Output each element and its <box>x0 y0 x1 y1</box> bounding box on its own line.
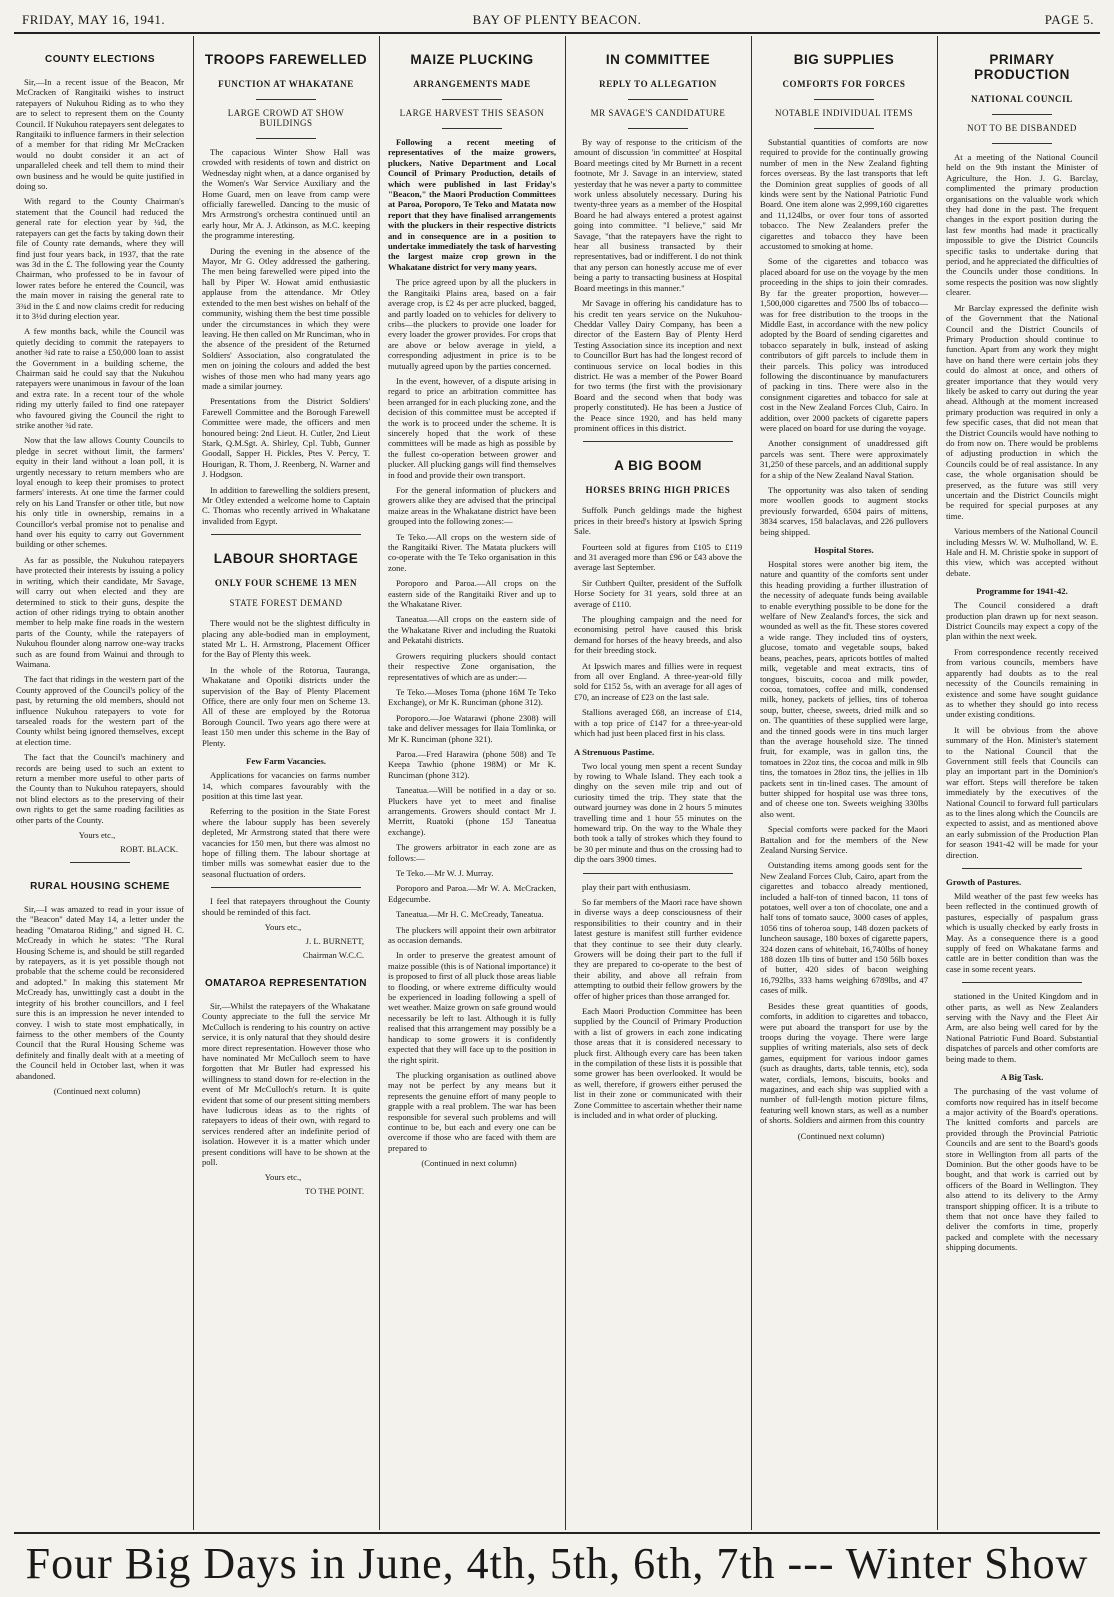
deck: MR SAVAGE'S CANDIDATURE <box>590 108 726 118</box>
letter-signature: ROBT. BLACK. <box>120 844 178 855</box>
paragraph: Outstanding items among goods sent for the New Zealand Forces Club, Cairo, apart from the cigarettes and tobacco already mentioned, included a half-ton of tinned bacon, 11 tons of potatoes, well over a ton of chocolate, one and a half tons of tomato sauce, 3000 cases of apples, 1056 tins of toheroa soup, 148 dozen packets of luncheon sausage, 180 boxes of cigarette papers, 324 dozen cans of whitebait, 16,740lbs of honey 188 dozen 1lb tins of butter and 150 56lb boxes of butter, 420 sides of bacon weighing 16,792lbs, 333 hams weighing 6789lbs, and 47 cases of milk. <box>760 860 928 996</box>
masthead <box>14 6 1100 30</box>
headline-troops-farewelled: TROOPS FAREWELLED <box>204 52 368 67</box>
paragraph: Growers requiring pluckers should contact their respective Zone organisation, the representatives of which are as under:— <box>388 650 556 682</box>
divider <box>256 138 316 139</box>
lead-paragraph: Following a recent meeting of representatives of the maize growers, pluckers, Native Department and Local Council of Primary Production, details of which were published in last Friday's "Beacon," the Maori Production Committees at Paroa, Poroporo, Te Teko and Matata now report that they have finalised arrangements with the pluckers in their respective districts and in consequence are in a position to undertake immediately the task of harvesting the largest maize crop grown in the Whakatane district for very many years. <box>388 137 556 272</box>
issue-date: FRIDAY, MAY 16, 1941. <box>22 12 166 27</box>
paragraph: Mild weather of the past few weeks has been reflected in the continued growth of pastures, especially of paspalum grass which is usually checked by early frosts in May. As a consequence there is a good supply of feed on Whakatane farms and cattle are in better condition than was the case in some recent years. <box>946 891 1098 974</box>
side-heading: Hospital Stores. <box>814 545 874 556</box>
paragraph: Fourteen sold at figures from £105 to £119 and 31 averaged more than £96 or £43 above the average last September. <box>574 541 742 573</box>
paragraph: In order to preserve the greatest amount of maize possible (this is of National importance) it is proposed to first of all pluck those areas liable to flooding, or where extreme difficulty would be experienced in loading following a spell of wet weather. Maize grown on safe ground would necessarily be left to last. Although it is fully realised that this arrangement may possibly be a handicap to some growers it is confidently expected that they will face up to the position in the right spirit. <box>388 950 556 1065</box>
column-rule <box>379 36 380 1530</box>
paragraph: It will be obvious from the above summary of the Hon. Minister's statement to the National Council that the Government still feels that Councils can play an important part in the Dominion's war effort. Steps will therefore be taken immediately by the executives of the National Council to forward full particulars as to the lines along which the Councils are expected to assist, and as mentioned above an early submission of the Production Plan for season 1941-42 will be made for your direction. <box>946 724 1098 860</box>
divider <box>442 99 502 100</box>
paragraph: Taneatua.—Will be notified in a day or so. Pluckers have yet to meet and finalise arrangements. Growers should contact Mr J. Merritt, Ruatoki (phone 15J Taneatua exchange). <box>388 785 556 837</box>
continued-note: (Continued next column) <box>797 1130 885 1141</box>
paragraph: A few months back, while the Council was quietly deciding to commit the ratepayers to another ¾d rate to raise a £50,000 loan to assist the Government in a building scheme, the Chairman said he could say that the Nukuhou ratepayers were unanimous in favour of the loan and extra rate. In a recent tour of the whole riding my utterly failed to find one ratepayer who favoured giving the Council the right to strike another ¾d rate. <box>16 326 184 430</box>
column-6 <box>946 36 1098 1530</box>
paragraph: In the event, however, of a dispute arising in regard to price an arbitration committee has been arranged for in each plucking zone, and the decision of this committee must be accepted if the work is to proceed under the scheme. It is sincerely hoped that the work of these committees will be made as high as possible by the fullest co-operation between grower and plucker. All plucking gangs will find themselves in food and provide their own transport. <box>388 375 556 480</box>
paragraph: At a meeting of the National Council held on the 9th instant the Minister of Agriculture, the Hon. J. G. Barclay, complimented the primary production organisations on the valuable work which they had done in the past. The frequent changes in the export position during the last few months had made it practically impossible to give the District Councils specific tasks to undertake during that period, and he appreciated the difficulties of the Councils under those conditions. In some respects the position was now slightly clearer. <box>946 152 1098 298</box>
paragraph: The ploughing campaign and the need for economising petrol have caused this brisk demand for horses of the heavy breeds, and also for their breeding stock. <box>574 614 742 656</box>
divider <box>256 99 316 100</box>
headline-county-elections: COUNTY ELECTIONS <box>44 54 156 65</box>
paragraph: stationed in the United Kingdom and in other parts, as well as New Zealanders serving with the Navy and the Fleet Air Arm, are also being well cared for by the National Patriotic Fund Board. Substantial dispatches of parcels and other comforts are being made to them. <box>946 991 1098 1064</box>
paragraph: The capacious Winter Show Hall was crowded with residents of town and district on Wednesday night when, at a dance organised by the Women's War Service Auxiliary and the Home Guard, men on leave from camp were officially farewelled. Dancing to the music of Mrs Armstrong's orchestra continued until an early hour, Mr A. J. Atkinson, as M.C. keeping the programme interesting. <box>202 147 370 241</box>
paragraph: Poroporo and Paroa.—All crops on the eastern side of the Rangitaiki River and up to the Whakatane River. <box>388 578 556 610</box>
headline-big-supplies: BIG SUPPLIES <box>793 52 895 67</box>
paragraph: Poroporo and Paroa.—Mr W. A. McCracken, Edgecumbe. <box>388 883 556 904</box>
paragraph: Another consignment of unaddressed gift parcels was sent. There were approximately 31,250 of these parcels, and an additional supply for a ship of the New Zealand Naval Station. <box>760 438 928 480</box>
paragraph: By way of response to the criticism of the amount of discussion 'in committee' at Hospital Board meetings cited by Mr Burnett in a recent footnote, Mr J. Savage in an interview, stated yesterday that he was never a party to committee work unless absolutely necessary. During his twenty-three years as a member of the Hospital Board he had always entered a protest against going into committee. "I believe," said Mr Savage, "that the ratepayers have the right to hear all business transacted by their representatives, bad or indifferent. I do not think that any person can honestly accuse me of ever being a party to transacting business at Hospital Board meetings in this manner." <box>574 137 742 293</box>
divider <box>992 143 1052 144</box>
divider <box>583 873 733 874</box>
paragraph: Mr Barclay expressed the definite wish of the Government that the National Council and the District Councils of Primary Production should continue to function. Apart from any work they might have on hand there were certain jobs they could do almost at once, and others of greater importance that they would very likely be asked to carry out during the year ahead. Although at the moment increased primary production was required in only a few specific cases, that did not mean that the District Councils would have nothing to do from now on. There would be problems of adjusting production in which the Councils could be of real assistance. In any case, the whole organisation should be preserved, as the future was still very uncertain and the District Councils might be required for special purposes at any time. <box>946 302 1098 521</box>
divider <box>70 862 130 863</box>
paragraph: Sir,—Whilst the ratepayers of the Whakatane County appreciate to the full the service Mr McCulloch is rendering to his country on active service, it is only natural that they should desire more direct representation. However those who have nominated Mr McCulloch seem to have forgotten that Mr Butler had expressed his willingness to stand down for re-election in the event of Mr McCulloch's return. It is quite evident that some of our present sitting members have ludicrous ideas as to the rights of ratepayers to ideas of their own, with regard to services rendered after an indefinite period of isolation. However it is a matter which under present conditions will have to be shown at the poll. <box>202 1000 370 1168</box>
paragraph: Te Teko.—All crops on the western side of the Rangitaiki River. The Matata pluckers will co-operate with the Te Teko organisation in this zone. <box>388 531 556 573</box>
paragraph: The purchasing of the vast volume of comforts now required has in itself become a major activity of the Board's operations. The knitted comforts and parcels are provided through the Provincial Patriotic Councils and are sent to the Board's goods store in Wellington from all parts of the Dominion. But the other goods have to be bought, and that work is carried out by officers of the Board in Wellington. They also attend to its delivery to the Army transport shipping officer. It is a tribute to them that not once have they failed to deliver the comforts in time, properly packed and complete with the necessary shipping documents. <box>946 1086 1098 1253</box>
paragraph: I feel that ratepayers throughout the County should be reminded of this fact. <box>202 896 370 917</box>
headline-big-boom: A BIG BOOM <box>614 458 702 474</box>
continued-note: (Continued next column) <box>53 1085 141 1096</box>
deck: NOTABLE INDIVIDUAL ITEMS <box>775 108 913 118</box>
paragraph: Various members of the National Council including Messrs W. W. Mulholland, W. E. Hale and H. M. Christie spoke in support of this view, which was accepted without debate. <box>946 526 1098 578</box>
paragraph: So far members of the Maori race have shown in diverse ways a deep consciousness of their responsibilities to their country and in their latest gesture is manifest still further evidence that they continue to see their duty clearly. Growers will be doing their part to the full if they are prepared to co-operate to the best of their ability, and above all refrain from attempting to outbid their fellow growers by the offer of higher prices than those arranged for. <box>574 896 742 1001</box>
column-4 <box>574 36 742 1530</box>
continued-note: (Continued in next column) <box>421 1158 517 1169</box>
paragraph: Paroa.—Fred Harawira (phone 508) and Te Keepa Tawhio (phone 198M) or Mr K. Runciman (phone 312). <box>388 748 556 780</box>
divider <box>442 128 502 129</box>
subheading: ONLY FOUR SCHEME 13 MEN <box>214 578 358 589</box>
masthead-rule <box>14 32 1100 34</box>
headline-maize-plucking: MAIZE PLUCKING <box>410 52 534 67</box>
divider <box>992 114 1052 115</box>
paragraph: Hospital stores were another big item, the nature and quantity of the comforts sent under this heading providing a further illustration of the necessity of adequate funds being available to enable everything possible to be done for the welfare of New Zealand's forces, the sick and wounded as well as the fit. These stores covered a wide range. They included tins of oysters, glucose, tomato and vegetable soups, baked beans, peaches, pears, apricots bottles of malted milk, vegetable and meat extracts, tins of tongues, biscuits, cocoa and milk powder, cocoa, tomatoes, coffee and milk, condensed milk, honey, packets of jellies, tins of toheroa soup, butter, cheese, sweets, dried milk and so on. The quantities of these supplied were large, and the tinned goods were in tins much larger than the average household size. The tinned fruit, for example, was in gallon tins, the tomatoes in 22oz tins, the cocoa and milk in 9lb tins, the tomatoes in 28oz tins, the jellies in 1lb packets sent in tin-lined cases. The amount of butter shipped for hospital use was three tons, and of cheese one ton. Sweets weighing 330lbs also went. <box>760 559 928 819</box>
paragraph: Sir Cuthbert Quilter, president of the Suffolk Horse Society for 31 years, sold three at an average of £110. <box>574 577 742 609</box>
letter-closing: Yours etc., <box>264 1172 302 1183</box>
column-rule <box>937 36 938 1530</box>
divider <box>583 441 733 442</box>
paragraph: Sir,—In a recent issue of the Beacon, Mr McCracken of Rangitaiki wishes to instruct ratepayers of Nukuhou Riding as to who they are to select to represent them on the County Council. If Nukuhou ratepayers sent delegates to Rangitaiki to influence farmers in their selection of a member for that riding Mr McCracken would no doubt consider it an act of unparalleled cheek and tell them to mind their own business and he would be quite justified in doing so. <box>16 77 184 192</box>
deck: NOT TO BE DISBANDED <box>967 123 1077 133</box>
paragraph: The opportunity was also taken of sending more woollen goods to augment stocks previously forwarded, 6504 pairs of mittens, 3834 scarves, 158 balaclavas, and 226 pullovers being shipped. <box>760 485 928 537</box>
paragraph: Mr Savage in offering his candidature has to his credit ten years service on the Nukuhou-Cheddar Valley Dairy Company, has been a director of the Eastern Bay of Plenty Herd Testing Association since its inception and next to Councillor Burt has had the longest record of continuous service on local bodies in this district. He was a member of the Power Board for two terms (the first with the provisionary Board and the second when that body was properly constituted). He has been a Justice of the Peace since 1920, and has held many prominent offices in this district. <box>574 298 742 433</box>
advert-text: Four Big Days in June, 4th, 5th, 6th, 7th --- Winter Show <box>25 1539 1089 1588</box>
paragraph: With regard to the County Chairman's statement that the Council had reduced the general rate for election year by ¼d, the ratepayers can get the facts by taking down their file of County rate demands, where they will find just four years back, in 1937, that the rate was 3d in the £. The following year the County Chairman, who professed to be in favour of lower rates before he entered the Council, was the main mover in raising the general rate to 3¾d in the £ and now claims credit for reducing it to 3½d during election year. <box>16 196 184 321</box>
headline-primary-production: PRIMARY PRODUCTION <box>974 52 1070 82</box>
letter-closing: Yours etc., <box>264 921 302 932</box>
paragraph: Sir,—I was amazed to read in your issue of the "Beacon" dated May 14, a letter under the heading "Omataroa Riding," and signed H. C. McCready in which he states: "The Rural Housing Scheme is, and should be still regarded by ratepayers, as it is yet possible though not probable that the scheme could be reconsidered and adopted." In making this statement Mr McCready has, unwittingly cast a doubt in the integrity of his brother councillors, and I feel sure this is an impression he never intended to convey. I wish to state most emphatically, in fairness to the other members of the County Council that the Rural Housing Scheme was definitely and finally dealt with at a meeting of the Council held in October last, when it was abandoned. <box>16 904 184 1081</box>
paragraph: Presentations from the District Soldiers' Farewell Committee and the Borough Farewell Committee were made, the officers and men honoured being: 2nd Lieut. H. Cutler, 2nd Lieut Stark, Q.M.Sgt. A. Shirley, Cpl. Tubb, Gunner Goodall, Sapper H. Pickles, Ptes V. Percy, T. Hourigan, R. Thom, J. Reenberg, N. Warner and J. Hodgson. <box>202 396 370 480</box>
paragraph: The pluckers will appoint their own arbitrator as occasion demands. <box>388 924 556 946</box>
paragraph: As far as possible, the Nukuhou ratepayers have protected their interests by issuing a policy in writing, which their candidate, Mr Savage, will carry out when elected and they are determined to stick to their guns, despite the action of other ridings trying to obtain another member to help make fine roads in the western parts of the County, while the ratepayers of Nukuhou flounder along narrow one-way tracks such as are found from Wainui and through to Waimana. <box>16 554 184 669</box>
paragraph: Poroporo.—Joe Watarawi (phone 2308) will take and deliver messages for Ilaia Tomlinka, or Mr K. Runciman (phone 321). <box>388 712 556 744</box>
paragraph: Applications for vacancies on farms number 14, which compares favourably with the position at this time last year. <box>202 770 370 801</box>
paragraph: Now that the law allows County Councils to pledge in secret without limit, the farmers' equity in their land without a loan poll, it is urgently necessary to return members who are loyal enough to keep their promises to protect farmers' interests. At one time the farmer could rely on his Land Transfer or other title, but now his only title in ownership, remains in a Councillor's verbal promise not to penalise and hand over his equity to carry out Government building or other schemes. <box>16 435 184 550</box>
paragraph: Substantial quantities of comforts are now required to provide for the continually growing number of men in the New Zealand fighting forces overseas. By the last transports that left the Dominion great supplies of goods of all kinds were sent by the National Patriotic Fund Board. One item alone was 2,999,160 cigarettes and 11,124lbs, or over four tons of assorted tobacco. The New Zealanders prefer the cigarettes and tobacco they have been accustomed to smoking at home. <box>760 137 928 252</box>
subheading: ARRANGEMENTS MADE <box>413 79 531 89</box>
paragraph: At Ipswich mares and fillies were in request from all over England. A three-year-old filly sold for £152 5s, with an average for all ages of £70, an increase of £23 on the last sale. <box>574 660 742 702</box>
paragraph: Each Maori Production Committee has been supplied by the Council of Primary Production with a list of growers in each zone indicating those areas that it is considered necessary to pluck first. Although every care has been taken in the compilation of these lists it is possible that some grower has been overlooked. It would be as well, therefore, if growers either perused the list in their zone or communicated with their Zone Committee to ascertain whether their name is included and in what order of plucking. <box>574 1006 742 1121</box>
paragraph: There would not be the slightest difficulty in placing any able-bodied man in employment, stated Mr L. H. Armstrong, Placement Officer for the Bay of Plenty this week. <box>202 618 370 660</box>
paragraph: Special comforts were packed for the Maori Battalion and for the members of the New Zealand Nursing Service. <box>760 824 928 855</box>
paragraph: During the evening in the absence of the Mayor, Mr G. Otley addressed the gathering. The men being farewelled were piped into the hall by Piper W. Howat amid enthusiastic applause from the attendance. Mr Otley extended to the men best wishes on behalf of the community, wishing them the best time possible under the circumstances in which they were leaving. He then called on Mr Runciman, who in the absence of the president of the Returned Soldiers' Association, also congratulated the men on joining the colours and added the best wishes of those men who had many years ago made a similar journey. <box>202 245 370 391</box>
paragraph: Taneatua.—Mr H. C. McCready, Taneatua. <box>396 909 544 920</box>
winter-show-advert <box>0 1538 1114 1589</box>
paragraph: Stallions averaged £68, an increase of £14, with a top price of £147 for a three-year-old which had just been placed first in his class. <box>574 707 742 739</box>
divider <box>628 128 688 129</box>
paragraph: Te Teko.—Mr W. J. Murray. <box>396 868 494 878</box>
paragraph: Suffolk Punch geldings made the highest prices in their breed's history at Ipswich Spring Sale. <box>574 505 742 537</box>
paragraph: The growers arbitrator in each zone are as follows:— <box>388 842 556 863</box>
deck: LARGE HARVEST THIS SEASON <box>399 108 545 118</box>
paragraph: The plucking organisation as outlined above may not be perfect by any means but it represents the genuine effort of many people to grapple with a real problem. The war has been responsible for several such problems and will continue to be, but each and every one can be overcome if those who are faced with them are prepared to <box>388 1069 556 1153</box>
page-number: PAGE 5. <box>1044 12 1094 27</box>
headline-in-committee: IN COMMITTEE <box>605 52 711 67</box>
headline-rural-housing: RURAL HOUSING SCHEME <box>30 881 170 893</box>
letter-closing: Yours etc., <box>78 830 116 841</box>
letter-signature-title: Chairman W.C.C. <box>302 949 364 960</box>
headline-omataroa: OMATAROA REPRESENTATION <box>204 977 368 989</box>
side-heading: Programme for 1941-42. <box>976 586 1068 597</box>
headline-labour-shortage: LABOUR SHORTAGE <box>213 551 359 567</box>
paragraph: In the whole of the Rotorua, Tauranga, Whakatane and Opotiki districts under the supervision of the Bay of Plenty Placement Office, there are only four men on Scheme 13. All of these are employed by the Rotorua Borough Council. Two years ago there were at least 150 men under this scheme in the Bay of Plenty. <box>202 664 370 748</box>
paragraph: The price agreed upon by all the pluckers in the Rangitaiki Plains area, based on a fair average crop, is £2 4s per acre plucked, bagged, and partly loaded on to vehicles for delivery to cribs—the pluckers to provide one loader for every loader the grower provides. For crops that are above or below average in yield, a corresponding adjustment in price is to be mutually agreed upon by the parties concerned. <box>388 277 556 371</box>
divider <box>814 128 874 129</box>
column-5 <box>760 36 928 1530</box>
divider <box>211 887 361 888</box>
letter-signature: TO THE POINT. <box>305 1186 364 1197</box>
column-3 <box>388 36 556 1530</box>
paragraph: Taneatua.—All crops on the eastern side of the Whakatane River and including the Ruatoki and Pekatahi districts. <box>388 614 556 646</box>
subheading: COMFORTS FOR FORCES <box>782 79 906 89</box>
paragraph: In addition to farewelling the soldiers present, Mr Otley extended a welcome home to Captain C. Thomas who recently arrived in Whakatane invalided from Egypt. <box>202 484 370 526</box>
subheading: NATIONAL COUNCIL <box>971 94 1073 104</box>
paragraph: play their part with enthusiasm. <box>582 881 691 892</box>
divider <box>962 868 1082 869</box>
paragraph: Referring to the position in the State Forest where the labour supply has been severely depleted, Mr Armstrong stated that there were vacancies for 150 men, but there was almost no hope of filling them. The labour shortage at timber mills was somewhat easier due to the seasonal fluctuation of orders. <box>202 806 370 879</box>
column-rule <box>565 36 566 1530</box>
paragraph: The fact that ridings in the western part of the County approved of the Council's policy of the past, by returning the old members, should not influence Nukuhou ratepayers to vote for tarsealed roads for the western part of the County whilst being ignored themselves, except at election time. <box>16 674 184 747</box>
paragraph: For the general information of pluckers and growers alike they are advised that the principal maize areas in the Whakatane district have been grouped into the following zones:— <box>388 485 556 527</box>
subheading: REPLY TO ALLEGATION <box>599 79 717 89</box>
article-county-elections <box>16 77 184 854</box>
newspaper-title: BAY OF PLENTY BEACON. <box>472 12 642 27</box>
divider <box>814 99 874 100</box>
column-2 <box>202 36 370 1530</box>
side-heading: A Strenuous Pastime. <box>574 746 655 757</box>
paragraph: Te Teko.—Moses Toma (phone 16M Te Teko Exchange), or Mr K. Runciman (phone 312). <box>388 686 556 708</box>
columns <box>16 36 1098 1530</box>
divider <box>211 534 361 535</box>
column-1 <box>16 36 184 1530</box>
advert-rule <box>14 1532 1100 1534</box>
subheading: FUNCTION AT WHAKATANE <box>218 79 354 89</box>
side-heading: Growth of Pastures. <box>946 877 1022 887</box>
paragraph: Some of the cigarettes and tobacco was placed aboard for use on the voyage by the men proceeding in the ships to join their comrades. By far the greater proportion, however—1,500,000 cigarettes and 7500 lbs of tobacco—was for free distribution to the troops in the Middle East, in accordance with the new policy adopted by the Board of sending cigarettes and tobacco separately in bulk, instead of asking contributors of gift parcels to include them in their parcels. This policy was introduced following the discontinuance by manufacturers of packing in tins. There were also in the consignment cigarettes and tobacco for sale at cost in the New Zealand Forces Club, Cairo. In addition, over 2000 packets of cigarette papers were placed on board for use during the voyage. <box>760 256 928 433</box>
paragraph: From correspondence recently received from various councils, members have apparently had doubts as to the real necessity of the Councils remaining in existence and some have sought guidance as to whether they should go into recess under existing conditions. <box>946 646 1098 720</box>
side-heading: A Big Task. <box>1000 1072 1044 1083</box>
side-heading: Few Farm Vacancies. <box>246 756 326 767</box>
divider <box>962 982 1082 983</box>
column-rule <box>193 36 194 1530</box>
divider <box>628 99 688 100</box>
paragraph: The fact that the Council's machinery and records are being used to such an extent to return a member more useful to other parts of the County than to Nukuhou ratepayers, should not blind electors as to the preserving of their own rights to get the same roading facilities as other parts of the County. <box>16 752 184 825</box>
paragraph: Besides these great quantities of goods, comforts, in addition to cigarettes and tobacco, were put aboard the transport for use by the troops during the voyage. There were large supplies of writing materials, also sets of deck games, equipment for various indoor games (such as draughts, darts, table tennis, etc), soda water, cordials, lemons, biscuits, books and magazines, and each ship was supplied with a number of full-length motion picture films, featuring well known stars, as well as a number of shorts. Soldiers and airmen from this country <box>760 1000 928 1126</box>
paragraph: The Council considered a draft production plan drawn up for next season. District Councils may expect a copy of the plan within the next week. <box>946 600 1098 642</box>
deck: LARGE CROWD AT SHOW BUILDINGS <box>227 108 345 128</box>
column-rule <box>751 36 752 1530</box>
letter-signature: J. L. BURNETT, <box>305 935 364 946</box>
deck: STATE FOREST DEMAND <box>229 598 343 609</box>
paragraph: Two local young men spent a recent Sunday by rowing to Whale Island. They each took a dinghy on the seven mile trip and out of curiosity timed the trip. They state that the outward journey was done in 2 hours 5 minutes travelling time and 1 hour 55 minutes on the homeward trip. On the way to the Whale they both took a tally of strokes which they found to be 30 per minute and thus on the crossing had to dip the oars 3900 times. <box>574 760 742 865</box>
subheading: HORSES BRING HIGH PRICES <box>585 485 731 496</box>
